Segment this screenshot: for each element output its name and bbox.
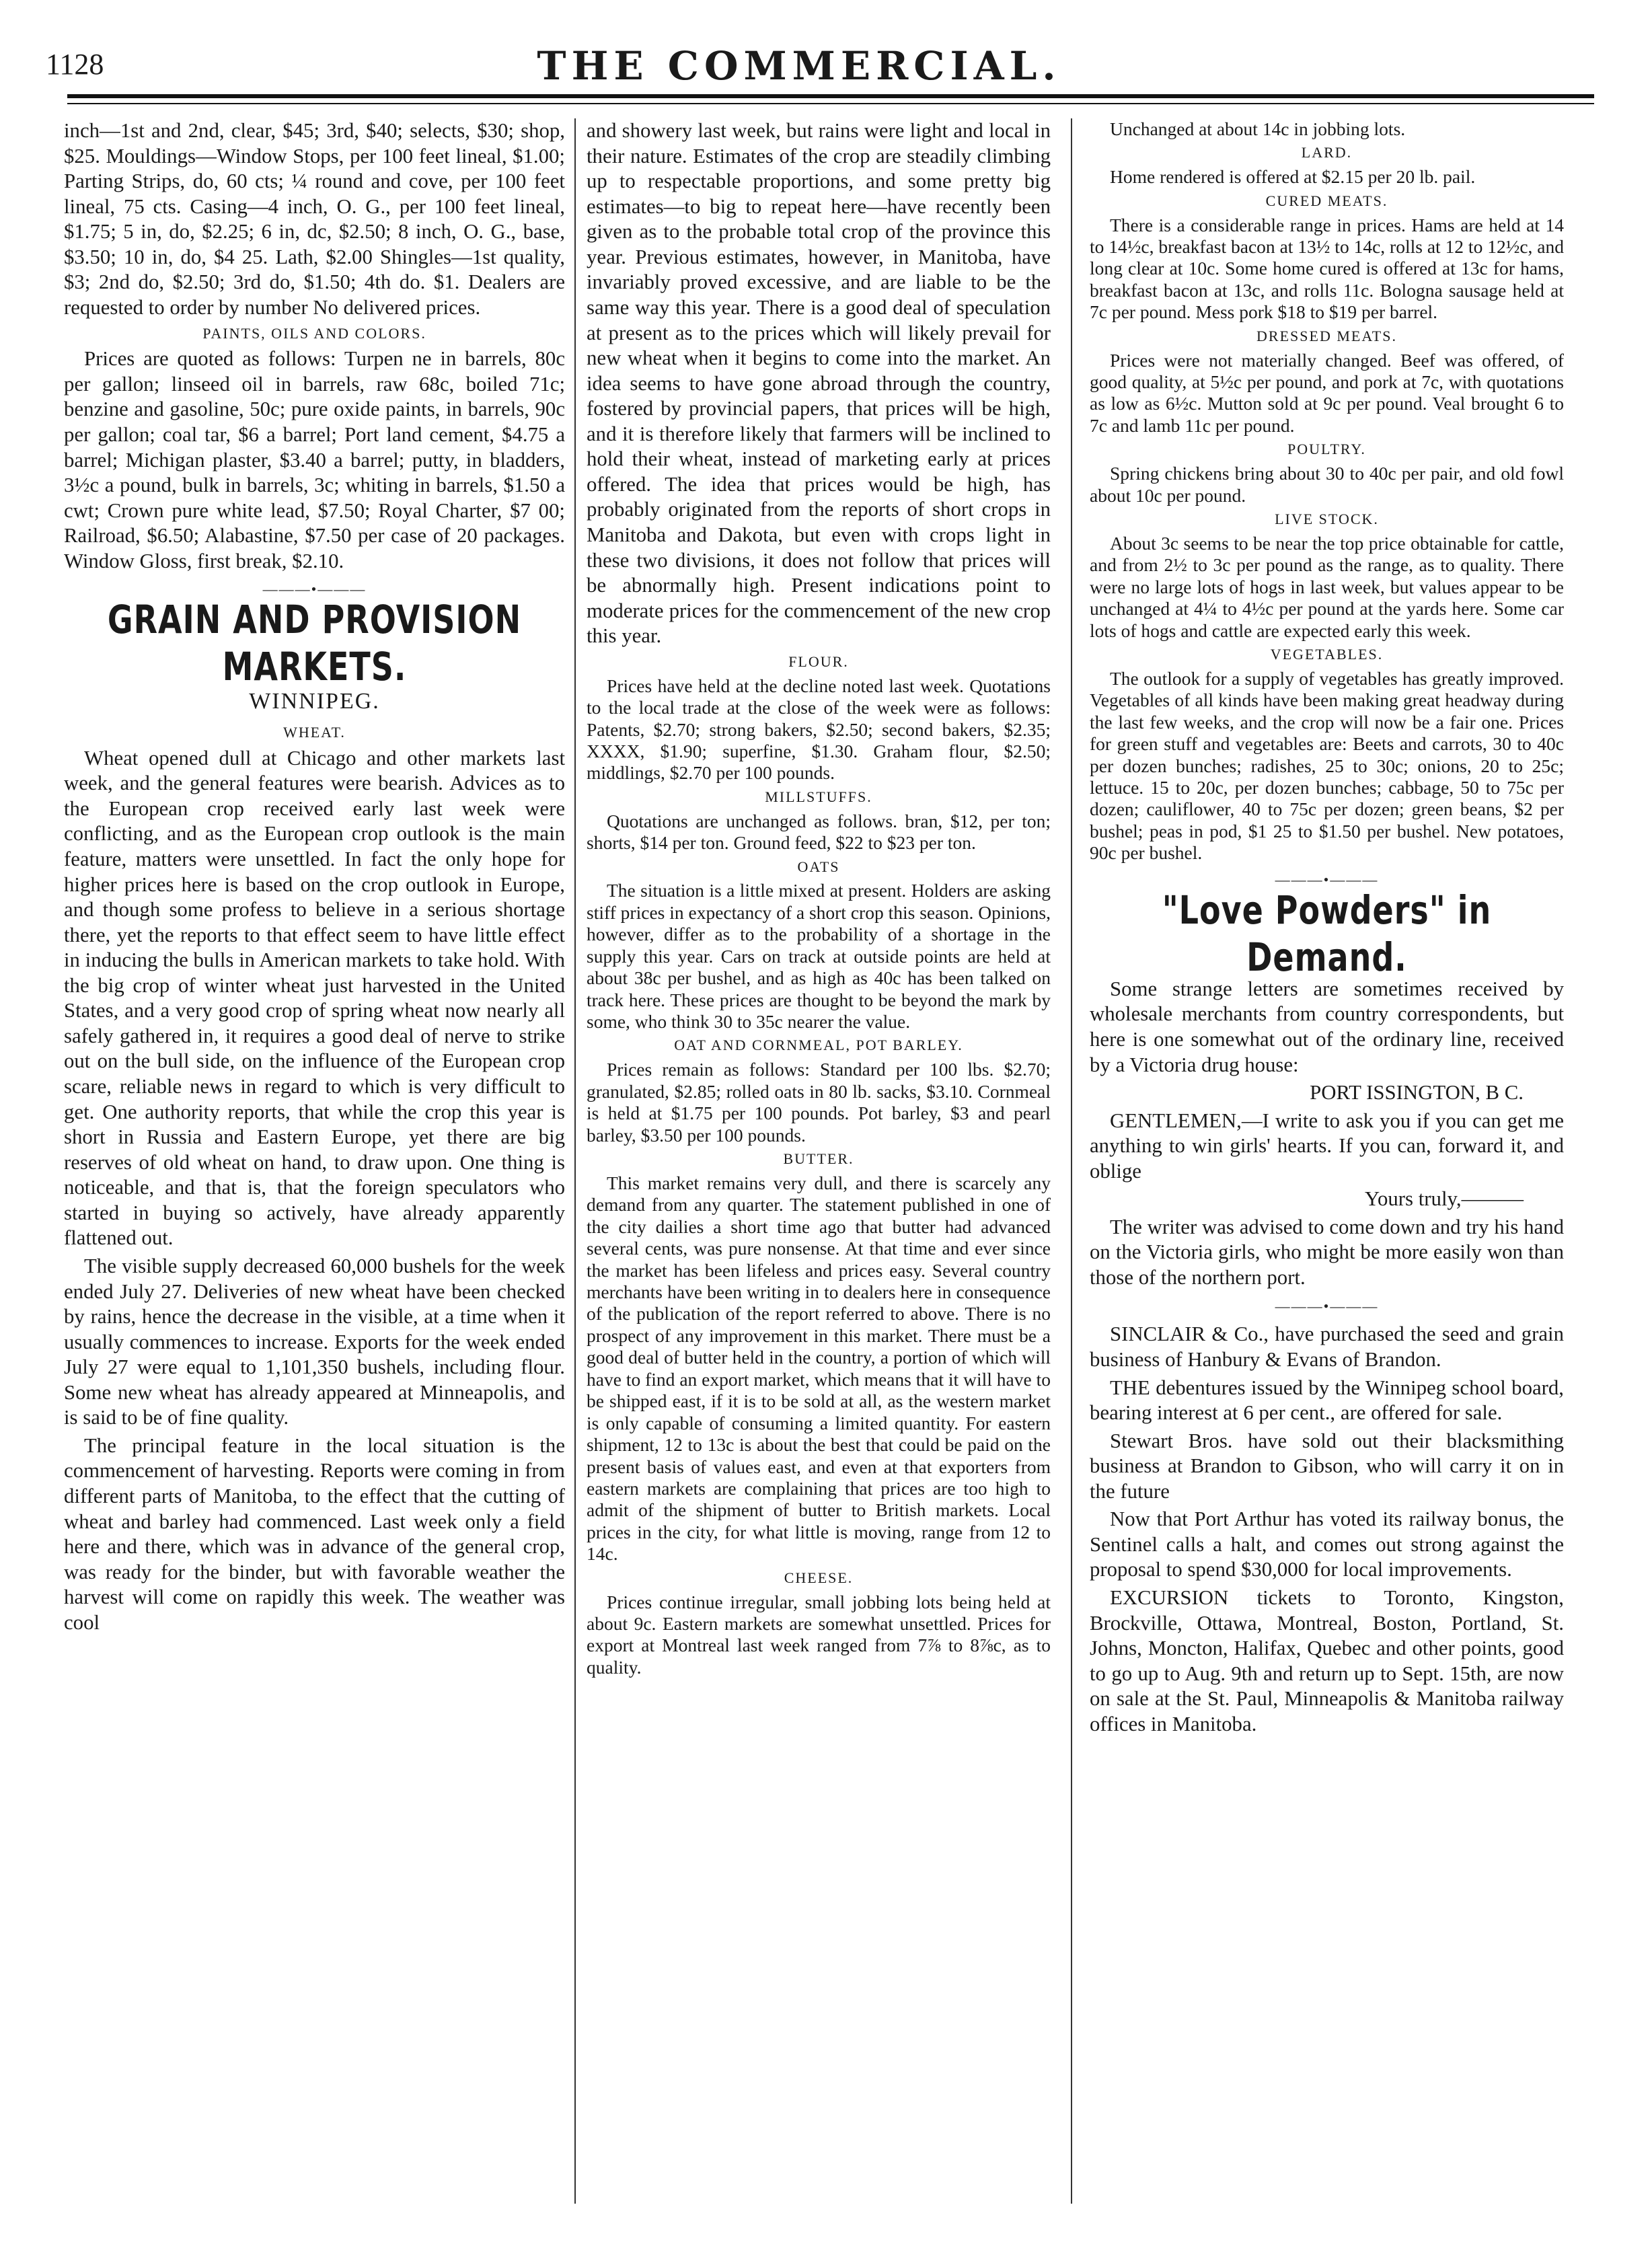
paragraph: Prices continue irregular, small jobbing lots being held at about 9c. Eastern markets are somewhat unsettled. Prices for export at Montreal last week ranged from 7⅞ to 8⅞c, as to quality. bbox=[587, 1591, 1051, 1678]
column-divider bbox=[574, 118, 576, 2204]
news-item: Now that Port Arthur has voted its railway bonus, the Sentinel calls a halt, and comes out strong against the proposal to spend $30,000 for local improvements. bbox=[1090, 1507, 1564, 1581]
section-heading: LIVE STOCK. bbox=[1275, 511, 1379, 527]
page-number: 1128 bbox=[46, 48, 104, 81]
header-rule-thin bbox=[67, 103, 1594, 104]
article-headline: GRAIN AND PROVISION MARKETS. bbox=[107, 597, 522, 690]
section-heading: BUTTER. bbox=[783, 1150, 854, 1167]
section-heading: MILLSTUFFS. bbox=[765, 788, 872, 805]
column-middle bbox=[587, 118, 1051, 2204]
section-heading: VEGETABLES. bbox=[1270, 646, 1384, 663]
paragraph: The visible supply decreased 60,000 bushels for the week ended July 27. Deliveries of new wheat have been checked by rains, hence the decrease in the visible, at a time when it usually commences to increase. Exports for the week ended July 27 were equal to 1,101,350 bushels, including flour. Some new wheat has already appeared at Minneapolis, and is said to be of fine quality. bbox=[64, 1254, 565, 1429]
article-headline: "Love Powders" in Demand. bbox=[1162, 887, 1492, 980]
paragraph: Home rendered is offered at $2.15 per 20 lb. pail. bbox=[1110, 166, 1476, 188]
masthead: THE COMMERCIAL. bbox=[537, 43, 1061, 89]
section-heading: WHEAT. bbox=[283, 723, 346, 741]
paragraph: Unchanged at about 14c in jobbing lots. bbox=[1110, 118, 1406, 139]
column-divider bbox=[1071, 118, 1072, 2204]
paragraph: Prices are quoted as follows: Turpen ne in barrels, 80c per gallon; linseed oil in barrels, raw 68c, boiled 71c; benzine and gasoline, 50c; pure oxide paints, in barrels, 90c per gallon; coal tar, $6 a barrel; Port land cement, $4.75 a barrel; Michigan plaster, $3.40 a barrel; putty, in bladders, 3½c a pound, bulk in barrels, 3c; whiting in barrels, $1.50 a cwt; Crown pure white lead, $7.50; Royal Charter, $7 00; Railroad, $6.50; Alabastine, $7.50 per case of 20 packages. Window Gloss, first break, $2.10. bbox=[64, 347, 565, 572]
section-heading: DRESSED MEATS. bbox=[1256, 327, 1397, 344]
paragraph: inch—1st and 2nd, clear, $45; 3rd, $40; selects, $30; shop, $25. Mouldings—Window Stops, per 100 feet lineal, $1.00; Parting Strips, do, 60 cts; ¼ round and cove, per 100 feet lineal, 75 cts. Casing—4 inch, O. G., per 100 feet lineal, $1.75; 5 in, do, $2.25; 6 in, dc, $2.50; 8 inch, O. G., base, $3.50; 10 in, do, $4 25. Lath, $2.00 Shingles—1st quality, $3; 2nd do, $2.50; 3rd do, $1.50; 4th do. $1. Dealers are requested to order by number No delivered prices. bbox=[64, 119, 565, 319]
paragraph: The principal feature in the local situation is the commencement of harvesting. Reports were coming in from different parts of Manitoba, to the effect that the cutting of wheat and barley had commenced. Last week only a field here and there, which was in advance of the general crop, was ready for the binder, but with favorable weather the harvest will come on rapidly this week. The weather was cool bbox=[64, 1433, 565, 1634]
section-heading: PAINTS, OILS AND COLORS. bbox=[202, 324, 426, 342]
section-heading: OATS bbox=[797, 858, 840, 875]
paragraph: There is a considerable range in prices. Hams are held at 14 to 14½c, breakfast bacon at 13½ to 14c, rolls at 12 to 12½c, and long clear at 10c. Some home cured is offered at 13c for hams, breakfast bacon at 13c, and rolls 11c. Bologna sausage held at 7c per pound. Mess pork $18 to $19 per barrel. bbox=[1090, 214, 1564, 323]
letter-body: GENTLEMEN,—I write to ask you if you can get me anything to win girls' hearts. If you can, forward it, and oblige bbox=[1090, 1109, 1564, 1183]
divider: ———•——— bbox=[1275, 870, 1379, 888]
column-left bbox=[64, 118, 565, 2204]
page-header bbox=[39, 43, 1559, 97]
paragraph: Prices remain as follows: Standard per 100 lbs. $2.70; granulated, $2.85; rolled oats in 80 lb. sacks, $3.10. Cornmeal is held at $1.75 per 100 pounds. Pot barley, $3 and pearl barley, $3.50 per 100 pounds. bbox=[587, 1059, 1051, 1146]
paragraph: Wheat opened dull at Chicago and other markets last week, and the general features were bearish. Advices as to the European crop received early last week were conflicting, and as the European crop outlook is the main feature, matters were unsettled. In fact the only hope for higher prices here is based on the crop outlook in Europe, and though some profess to believe in a serious shortage there, yet the reports to that effect seem to have little effect in inducing the bulls in American markets to take hold. With the big crop of winter wheat just harvested in the United States, and a very good crop of spring wheat now nearly all safely gathered in, it requires a good deal of nerve to strike out on the bull side, on the influence of the European crop scare, reliable news in regard to which is very difficult to get. One authority reports, that while the crop this year is short in Russia and Eastern Europe, yet there are big reserves of old wheat on hand, to draw upon. One thing is noticeable, and that is, that the foreign speculators who started in buying so actively, have already apparently flattened out. bbox=[64, 746, 565, 1250]
letter-place: PORT ISSINGTON, B C. bbox=[1310, 1081, 1524, 1105]
column-right bbox=[1090, 118, 1564, 2204]
article-subhead: WINNIPEG. bbox=[249, 689, 380, 714]
paragraph: Prices were not materially changed. Beef was offered, of good quality, at 5½c per pound, and pork at 7c, with quotations as low as 6½c. Mutton sold at 9c per pound. Veal brought 6 to 7c and lamb 11c per pound. bbox=[1090, 349, 1564, 436]
news-item: EXCURSION tickets to Toronto, Kingston, Brockville, Ottawa, Montreal, Boston, Portland, St. Johns, Moncton, Halifax, Quebec and other points, good to go up to Aug. 9th and return up to Sept. 15th, are now on sale at the St. Paul, Minneapolis & Manitoba railway offices in Manitoba. bbox=[1090, 1586, 1564, 1735]
paragraph: The outlook for a supply of vegetables has greatly improved. Vegetables of all kinds have been making great headway during the last few weeks, and the crop will now be a fair one. Prices for green stuff and vegetables are: Beets and carrots, 30 to 40c per dozen bunches; radishes, 25 to 30c; onions, 20 to 25c; lettuce. 15 to 20c, per dozen bunches; cabbage, 50 to 75c per dozen; cauliflower, 40 to 75c per dozen; green beans, $2 per bushel; peas in pod, $1 25 to $1.50 per bushel. New potatoes, 90c per bushel. bbox=[1090, 667, 1564, 864]
paragraph: Quotations are unchanged as follows. bran, $12, per ton; shorts, $14 per ton. Ground feed, $22 to $23 per ton. bbox=[587, 810, 1051, 854]
section-heading: CHEESE. bbox=[784, 1569, 854, 1586]
divider: ———•——— bbox=[262, 581, 367, 598]
header-rule bbox=[67, 94, 1594, 98]
section-heading: LARD. bbox=[1301, 144, 1353, 161]
section-heading: CURED MEATS. bbox=[1265, 192, 1388, 209]
paragraph: Spring chickens bring about 30 to 40c per pair, and old fowl about 10c per pound. bbox=[1090, 463, 1564, 506]
news-item: Stewart Bros. have sold out their blacksmithing business at Brandon to Gibson, who will carry it on in the future bbox=[1090, 1429, 1564, 1503]
section-heading: OAT AND CORNMEAL, POT BARLEY. bbox=[674, 1037, 963, 1054]
letter-signoff: Yours truly,——— bbox=[1364, 1187, 1524, 1211]
paragraph: Prices have held at the decline noted last week. Quotations to the local trade at the close of the week were as follows: Patents, $2.70; strong bakers, $2.50; second bakers, $2.35; XXXX, $1.90; superfine, $1.30. Graham flour, $2.50; middlings, $2.70 per 100 pounds. bbox=[587, 675, 1051, 784]
paragraph: Some strange letters are sometimes received by wholesale merchants from country correspondents, but here is one somewhat out of the ordinary line, received by a Victoria drug house: bbox=[1090, 977, 1564, 1076]
paragraph: The situation is a little mixed at present. Holders are asking stiff prices in expectancy of a short crop this season. Opinions, however, differ as to the probability of a shortage in the supply this year. Cars on track at outside points are held at about 38c per bushel, and as high as 40c has been talked on track here. These prices are thought to be beyond the mark by some, who think 30 to 35c nearer the value. bbox=[587, 880, 1051, 1032]
news-item: SINCLAIR & Co., have purchased the seed and grain business of Hanbury & Evans of Brandon. bbox=[1090, 1322, 1564, 1371]
paragraph: and showery last week, but rains were light and local in their nature. Estimates of the crop are steadily climbing up to respectable proportions, and some pretty big estimates—to big to repeat here—have recently been given as to the probable total crop of the province this year. Previous estimates, however, in Manitoba, have invariably proved excessive, and are liable to be the same way this year. There is a good deal of speculation at present as to the prices which will likely prevail for new wheat when it begins to come into the market. An idea seems to have gone abroad through the country, fostered by provincial papers, that prices will be high, and it is therefore likely that farmers will be inclined to hold their wheat, instead of marketing early at prices offered. The idea that prices would be high, has probably originated from the reports of short crops in Manitoba and Dakota, but even with crops light in these two divisions, it does not follow that prices will be abnormally high. Present indications point to moderate prices for the commencement of the new crop this year. bbox=[587, 119, 1051, 648]
news-item: THE debentures issued by the Winnipeg school board, bearing interest at 6 per cent., are offered for sale. bbox=[1090, 1376, 1564, 1425]
paragraph: The writer was advised to come down and try his hand on the Victoria girls, who might be more easily won than those of the northern port. bbox=[1090, 1215, 1564, 1290]
paragraph: About 3c seems to be near the top price obtainable for cattle, and from 2½ to 3c per pound as the range, as to quality. There were no large lots of hogs in last week, but values appear to be unchanged at 4¼ to 4½c per pound at the yards here. Some car lots of hogs and cattle are expected early this week. bbox=[1090, 532, 1564, 641]
section-heading: FLOUR. bbox=[788, 652, 849, 670]
divider: ———•——— bbox=[1275, 1297, 1379, 1314]
paragraph: This market remains very dull, and there is scarcely any demand from any quarter. The statement published in one of the city dailies a short time ago that butter had advanced several cents, was pure nonsense. At that time and ever since the market has been lifeless and prices easy. Several country merchants have been writing in to dealers here in consequence of the publication of the report referred to above. There is no prospect of any improvement in this market. There must be a good deal of butter held in the country, a portion of which will have to find an export market, which means that it will have to be shipped east, if it is to be sold at all, as the western market is only capable of consuming a limited quantity. For eastern shipment, 12 to 13c is about the best that could be paid on the present basis of values east, and even at that exporters from eastern markets are complaining that prices are too high to admit of the shipment of butter to British markets. Local prices in the city, for what little is moving, range from 12 to 14c. bbox=[587, 1172, 1051, 1565]
section-heading: POULTRY. bbox=[1287, 441, 1366, 458]
